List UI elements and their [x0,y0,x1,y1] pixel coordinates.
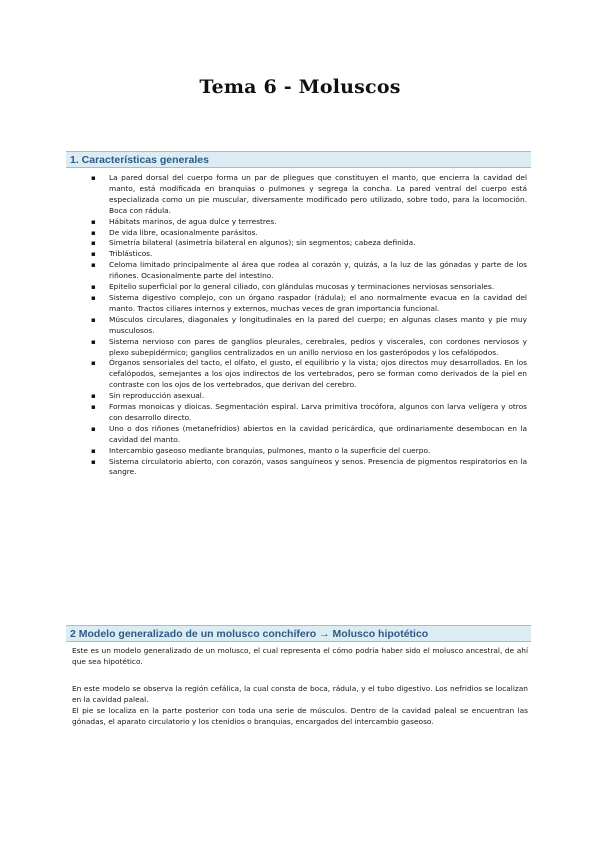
bullet-icon: ▪ [91,239,96,248]
bullet-icon: ▪ [91,174,96,182]
bullet-icon: ▪ [91,424,96,433]
list-item: ▪ Triblásticos. [91,249,153,259]
list-item: ▪ Sistema nervioso con pares de ganglios pleurales, cerebrales, pedios y viscerales, con cordones nerviosos y plexo subepidérmico; ganglios centralizados en un anillo nervioso en los gasterópodos y los cefalópodos. [91,336,527,357]
list-item: ▪ Sistema circulatorio abierto, con corazón, vasos sanguíneos y senos. Presencia de pigmentos respiratorios en la sangre. [91,456,527,477]
bullet-icon: ▪ [91,261,96,270]
list-item: ▪ Músculos circulares, diagonales y longitudinales en la pared del cuerpo; en algunas clases manto y pie muy musculosos. [91,314,527,335]
list-item: ▪ De vida libre, ocasionalmente parásitos. [91,227,258,237]
characteristics-list [91,173,527,478]
bullet-icon: ▪ [91,359,96,368]
list-item: ▪ Uno o dos riñones (metanefridios) abiertos en la cavidad pericárdica, que ordinariamente desembocan en la cavidad del manto. [91,423,527,444]
page-title: Tema 6 - Moluscos [199,76,401,98]
bullet-icon: ▪ [91,337,96,346]
bullet-icon: ▪ [91,457,96,466]
paragraph: El pie se localiza en la parte posterior con toda una serie de músculos. Dentro de la cavidad paleal se encuentran las gónadas, el aparato circulatorio y los ctenidios o branquias, encargados del intercambio gaseoso. [72,706,528,726]
list-item: ▪ Simetría bilateral (asimetría bilateral en algunos); sin segmentos; cabeza definida. [91,238,416,248]
list-item: ▪ Celoma limitado principalmente al área que rodea al corazón y, quizás, a la luz de las gónadas y parte de los riñones. Ocasionalmente parte del intestino. [91,260,527,281]
list-item: ▪ Epitelio superficial por lo general ciliado, con glándulas mucosas y terminaciones nerviosas sensoriales. [91,282,495,292]
bullet-icon: ▪ [91,228,96,237]
list-item: ▪ Sistema digestivo complejo, con un órgano raspador (rádula); el ano normalmente evacua en la cavidad del manto. Tractos ciliares internos y externos, muchas veces de gran importancia funcional. [91,292,527,313]
bullet-icon: ▪ [91,217,96,226]
list-item: ▪ Hábitats marinos, de agua dulce y terrestres. [91,216,277,226]
bullet-icon: ▪ [91,250,96,259]
paragraph: Este es un modelo generalizado de un molusco, el cual representa el cómo podría haber sido el molusco ancestral, de ahí que sea hipotético. [72,646,528,666]
bullet-icon: ▪ [91,315,96,324]
bullet-icon: ▪ [91,283,96,292]
bullet-icon: ▪ [91,446,96,455]
bullet-icon: ▪ [91,403,96,412]
list-item: ▪ La pared dorsal del cuerpo forma un par de pliegues que constituyen el manto, que encierra la cavidad del manto, está modificada en branquias o pulmones y segrega la concha. La pared ventral del cuerpo está especializada como un pie muscular, diversamente modificado pero utilizado, sobre todo, para la locomoción. Boca con rádula. [91,173,527,215]
section-header-caracteristicas: 1. Características generales [66,151,531,168]
list-item: ▪ Formas monoicas y dioicas. Segmentación espiral. Larva primitiva trocófora, algunos con larva velígera y otros con desarrollo directo. [91,402,527,422]
section-header-modelo-generalizado: 2 Modelo generalizado de un molusco conchífero → Molusco hipotético [66,625,531,642]
bullet-icon: ▪ [91,392,96,401]
paragraph: En este modelo se observa la región cefálica, la cual consta de boca, rádula, y el tubo digestivo. Los nefridios se localizan en la cavidad paleal. [72,684,528,704]
list-item: ▪ Intercambio gaseoso mediante branquias, pulmones, manto o la superficie del cuerpo. [91,445,431,455]
list-item: ▪ Órganos sensoriales del tacto, el olfato, el gusto, el equilibrio y la vista; ojos directos muy desarrollados. En los cefalópodos, semejantes a los ojos indirectos de los vertebrados, pero se forman como derivados de la piel en contraste con los ojos de los vertebrados, que derivan del cerebro. [91,358,527,390]
bullet-icon: ▪ [91,293,96,302]
list-item: ▪ Sin reproducción asexual. [91,391,205,401]
